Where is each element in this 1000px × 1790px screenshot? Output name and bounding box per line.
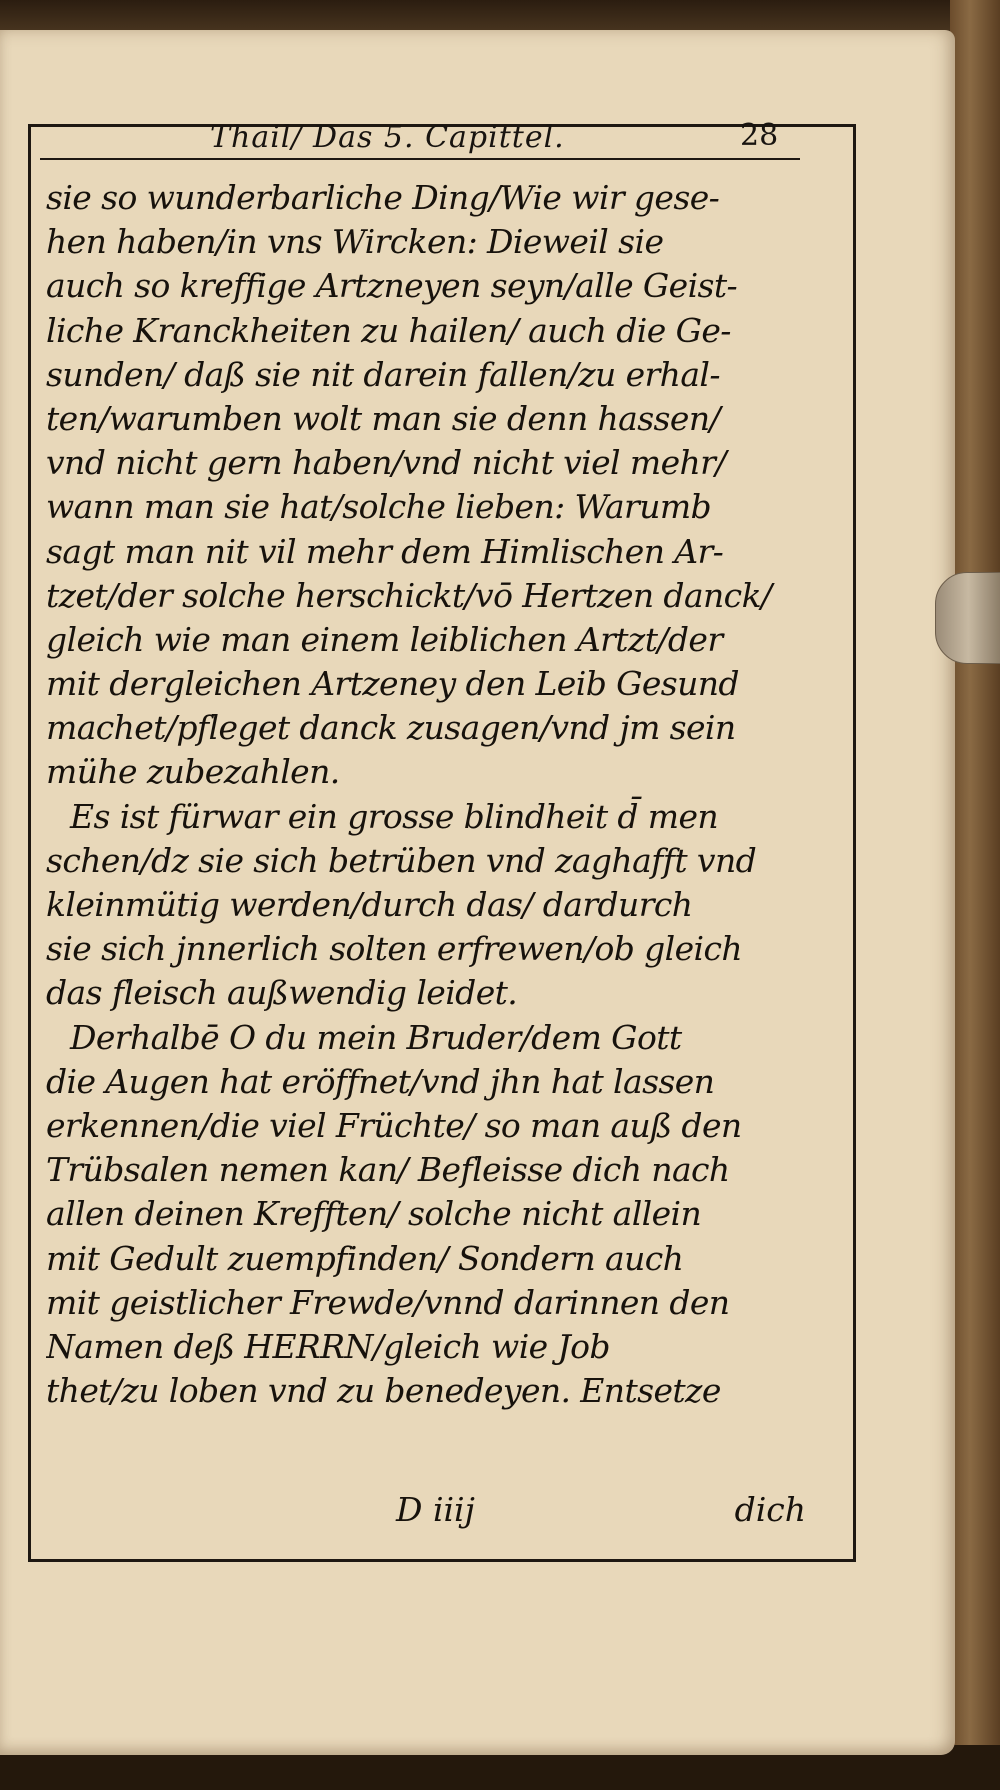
book-fore-edge xyxy=(950,0,1000,1790)
signature-mark: D iiij xyxy=(396,1490,475,1529)
text-line: die Augen hat eröffnet/vnd jhn hat lassen xyxy=(46,1061,715,1101)
page-number: 28 xyxy=(740,118,779,153)
book-clasp xyxy=(935,572,1000,664)
text-line: ten/warumben wolt man sie denn hassen/ xyxy=(46,398,720,438)
text-line: Derhalbē O du mein Bruder/dem Gott xyxy=(70,1017,682,1057)
text-line: liche Kranckheiten zu hailen/ auch die Ge- xyxy=(46,310,731,350)
text-line: mit Gedult zuempfinden/ Sondern auch xyxy=(46,1238,684,1278)
text-line: allen deinen Krefften/ solche nicht allein xyxy=(46,1194,702,1234)
text-line: kleinmütig werden/durch das/ dardurch xyxy=(46,885,693,924)
text-line: machet/pfleget danck zusagen/vnd jm sein xyxy=(46,708,736,748)
text-line: thet/zu loben vnd zu benedeyen. Entsetze xyxy=(46,1371,721,1411)
body-text xyxy=(46,176,816,1413)
text-line: erkennen/die viel Früchte/ so man auß den xyxy=(46,1105,742,1145)
text-line: wann man sie hat/solche lieben: Warumb xyxy=(46,487,712,527)
text-line: sunden/ daß sie nit darein fallen/zu erhal- xyxy=(46,354,720,394)
catchword: dich xyxy=(734,1490,806,1529)
text-line: mühe zubezahlen. xyxy=(46,752,340,792)
text-line: hen haben/in vns Wircken: Dieweil sie xyxy=(46,222,664,262)
page-header xyxy=(60,118,800,158)
text-line: sie so wunderbarliche Ding/Wie wir gese- xyxy=(46,178,720,217)
text-line: mit geistlicher Frewde/vnnd darinnen den xyxy=(46,1282,730,1322)
text-line: vnd nicht gern haben/vnd nicht viel mehr/ xyxy=(46,443,726,483)
text-line: schen/dz sie sich betrüben vnd zaghafft vnd xyxy=(46,840,757,880)
header-rule xyxy=(40,158,800,160)
running-head: Thail/ Das 5. Capittel. xyxy=(210,120,565,155)
page-footer xyxy=(46,1490,816,1534)
text-line: auch so kreffige Artzneyen seyn/alle Geist- xyxy=(46,266,738,306)
text-line: Namen deß HERRN/gleich wie Job xyxy=(46,1326,610,1366)
text-line: mit dergleichen Artzeney den Leib Gesund xyxy=(46,664,739,704)
book-top-edge xyxy=(0,0,1000,34)
text-line: sagt man nit vil mehr dem Himlischen Ar- xyxy=(46,531,724,571)
text-line: gleich wie man einem leiblichen Artzt/der xyxy=(46,619,723,659)
text-line: tzet/der solche herschickt/vō Hertzen danck/ xyxy=(46,575,772,615)
text-line: Trübsalen nemen kan/ Befleisse dich nach xyxy=(46,1150,730,1190)
text-line: das fleisch außwendig leidet. xyxy=(46,973,518,1013)
text-line: Es ist fürwar ein grosse blindheit d̄ men xyxy=(70,796,719,836)
text-line: sie sich jnnerlich solten erfrewen/ob gleich xyxy=(46,929,743,969)
